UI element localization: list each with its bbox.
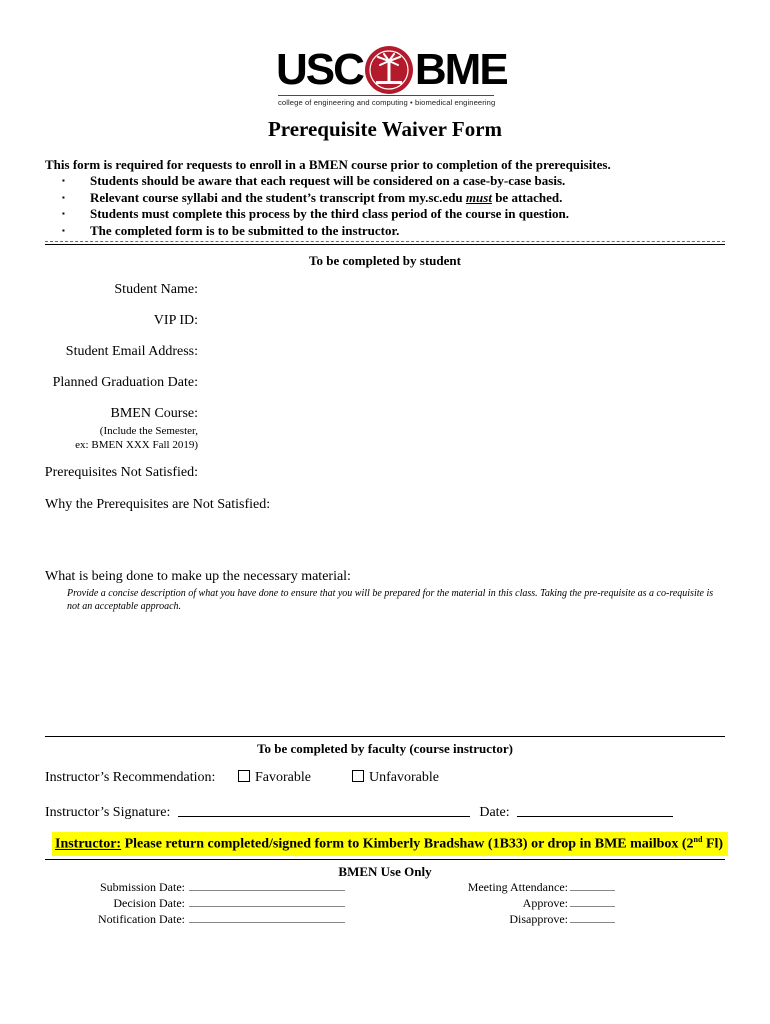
unfavorable-label: Unfavorable [369,770,439,785]
logo-divider [278,95,494,96]
notification-date-field[interactable] [189,912,345,923]
student-email-label: Student Email Address: [65,344,198,359]
makeup-material-label: What is being done to make up the necessary material: [45,569,351,584]
return-label: Instructor: [55,836,122,852]
prereq-not-satisfied-label: Prerequisites Not Satisfied: [44,465,198,480]
approve-field[interactable] [570,896,615,907]
favorable-label: Favorable [255,770,311,785]
date-label: Date: [479,805,510,820]
recommendation-label: Instructor’s Recommendation: [45,770,216,785]
unfavorable-option[interactable] [352,770,439,786]
logo-usc-text: USC [276,45,363,94]
signature-row [45,804,673,821]
divider-line [45,736,725,737]
divider-line [45,244,725,245]
usc-bme-logo [276,44,507,96]
unfavorable-checkbox[interactable] [352,770,364,782]
student-section-heading: To be completed by student [309,253,461,268]
signature-label: Instructor’s Signature: [45,805,171,820]
course-hint-line2: ex: BMEN XXX Fall 2019) [75,439,198,451]
date-field[interactable] [517,804,673,817]
bmen-course-label: BMEN Course: [110,406,198,421]
bmen-use-heading: BMEN Use Only [338,864,432,879]
graduation-date-label: Planned Graduation Date: [52,375,198,390]
disapprove-label: Disapprove: [509,912,568,926]
vip-id-label: VIP ID: [153,313,198,328]
notification-date-label: Notification Date: [98,912,185,926]
faculty-section-heading: To be completed by faculty (course instructor) [257,741,513,756]
disapprove-field[interactable] [570,912,615,923]
decision-date-label: Decision Date: [113,896,185,910]
return-instructions: Instructor: Please return completed/signed form to Kimberly Bradshaw (1B33) or drop in BME mailbox (2nd Fl) [55,835,724,852]
requirements-list [62,173,569,239]
intro-text: This form is required for requests to enroll in a BMEN course prior to completion of the prerequisites. [45,157,611,172]
emphasis-must: must [465,189,492,205]
logo-bme-text: BME [414,45,507,94]
bullet-marker-icon: ▪ [62,176,65,185]
page-title: Prerequisite Waiver Form [267,117,503,141]
makeup-hint: Provide a concise description of what you have done to ensure that you will be prepared for the material in this class. Taking the pre-requisite as a co-requisite is not an acceptable approach. [67,588,714,612]
list-item: ▪ Students must complete this process by the third class period of the course in question. [62,206,569,222]
bullet-marker-icon: ▪ [62,192,65,202]
submission-date-label: Submission Date: [99,880,185,894]
logo-subtitle: college of engineering and computing • biomedical engineering [278,98,496,107]
divider-dashed [45,241,725,242]
signature-field[interactable] [178,804,470,817]
list-item: ▪ Relevant course syllabi and the student’s transcript from my.sc.edu must be attached. [62,189,563,205]
meeting-attendance-field[interactable] [570,880,615,891]
submission-date-field[interactable] [189,880,345,891]
approve-label: Approve: [522,896,568,910]
palmetto-seal-icon [364,45,414,95]
bullet-marker-icon: ▪ [62,225,65,235]
why-not-satisfied-label: Why the Prerequisites are Not Satisfied: [45,497,271,512]
favorable-checkbox[interactable] [238,770,250,782]
list-item: ▪ Students should be aware that each request will be considered on a case-by-case basis. [62,173,566,188]
meeting-attendance-label: Meeting Attendance: [467,880,568,894]
favorable-option[interactable] [238,770,311,786]
divider-line [45,859,725,860]
student-name-label: Student Name: [114,282,198,297]
bullet-marker-icon: ▪ [62,209,65,219]
list-item: ▪ The completed form is to be submitted to the instructor. [62,222,400,238]
course-hint-line1: (Include the Semester, [99,425,198,437]
decision-date-field[interactable] [189,896,345,907]
